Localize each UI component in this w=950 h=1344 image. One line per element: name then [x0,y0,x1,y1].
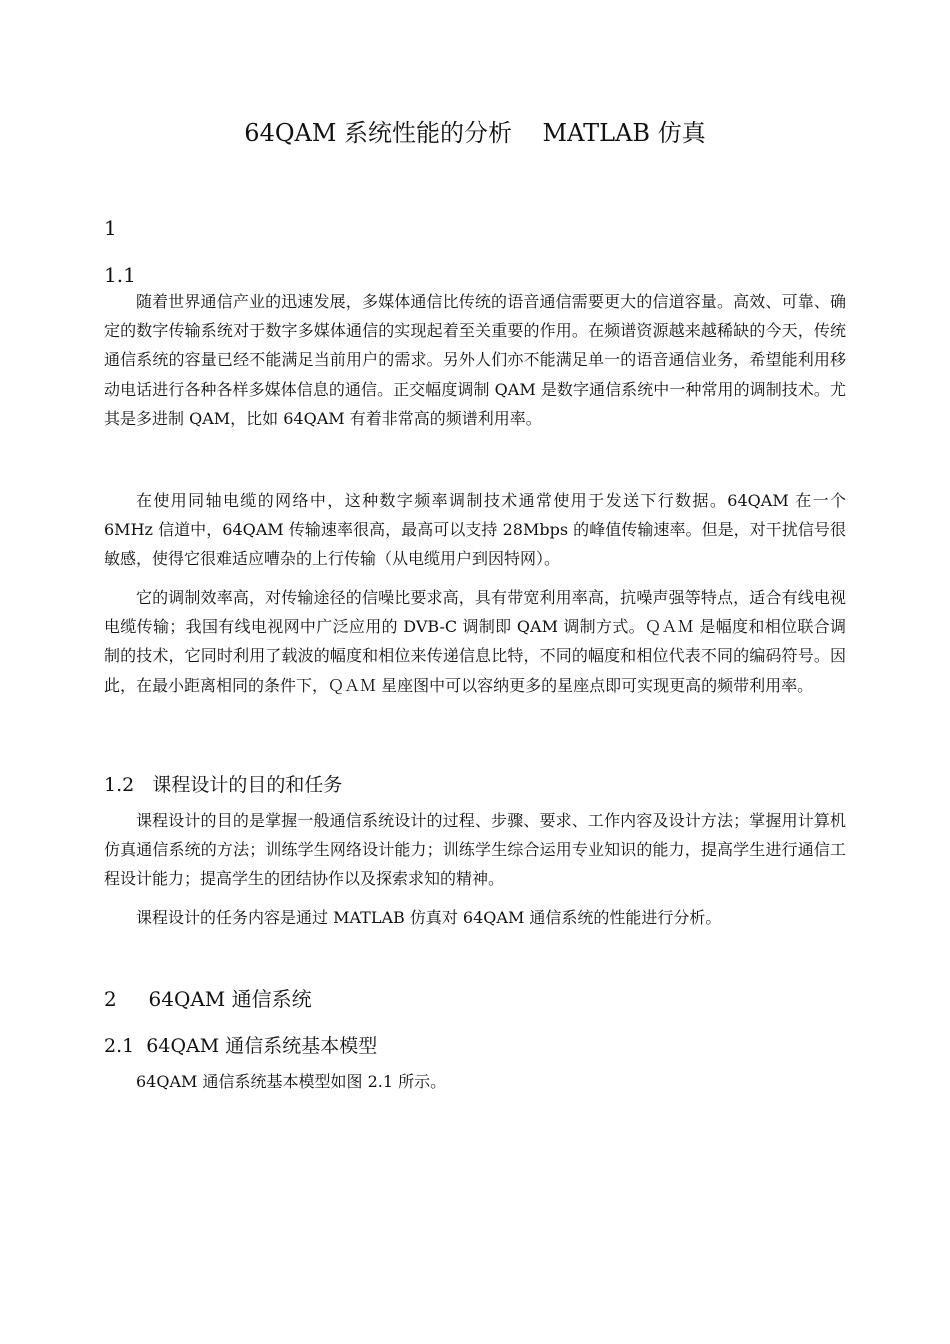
section-1-2-heading: 1.2 课程设计的目的和任务 [104,774,343,796]
section-2-heading: 2 64QAM 通信系统 [104,987,312,1011]
section-1-1-paragraph-1: 随着世界通信产业的迅速发展，多媒体通信比传统的语音通信需要更大的信道容量。高效、可靠、确定的数字传输系统对于数字多媒体通信的实现起着至关重要的作用。在频谱资源越来越稀缺的今天，传统通信系统的容量已经不能满足当前用户的需求。另外人们亦不能满足单一的语音通信业务，希望能利用移动电话进行各种各样多媒体信息的通信。正交幅度调制 QAM 是数字通信系统中一种常用的调制技术。尤其是多进制 QAM，比如 64QAM 有着非常高的频谱利用率。 [104,292,846,428]
document-title: 64QAM 系统性能的分析 MATLAB 仿真 [244,119,706,147]
section-1-1-heading: 1.1 [104,263,136,287]
section-1-2-paragraph-1: 课程设计的目的是掌握一般通信系统设计的过程、步骤、要求、工作内容及设计方法；掌握用计算机仿真通信系统的方法；训练学生网络设计能力；训练学生综合运用专业知识的能力，提高学生进行通信工程设计能力；提高学生的团结协作以及探索求知的精神。 [104,811,846,889]
section-1-heading: 1 [104,216,117,240]
section-1-1-paragraph-3: 它的调制效率高，对传输途径的信噪比要求高，具有带宽利用率高，抗噪声强等特点，适合有线电视电缆传输；我国有线电视网中广泛应用的 DVB-C 调制即 QAM 调制方式。ＱＡＭ 是幅度和相位联合调制的技术，它同时利用了载波的幅度和相位来传递信息比特，不同的幅度和相位代表不同的编码符号。因此，在最小距离相同的条件下，ＱＡＭ 星座图中可以容纳更多的星座点即可实现更高的频带利用率。 [104,588,846,695]
section-1-2-paragraph-2: 课程设计的任务内容是通过 MATLAB 仿真对 64QAM 通信系统的性能进行分析。 [136,908,722,927]
section-1-1-paragraph-2: 在使用同轴电缆的网络中，这种数字频率调制技术通常使用于发送下行数据。64QAM 在一个 6MHz 信道中，64QAM 传输速率很高，最高可以支持 28Mbps 的峰值传输速率。但是，对干扰信号很敏感，使得它很难适应嘈杂的上行传输（从电缆用户到因特网）。 [104,491,846,569]
section-2-1-heading: 2.1 64QAM 通信系统基本模型 [104,1035,378,1057]
section-2-1-text: 64QAM 通信系统基本模型如图 2.1 所示。 [136,1072,447,1091]
